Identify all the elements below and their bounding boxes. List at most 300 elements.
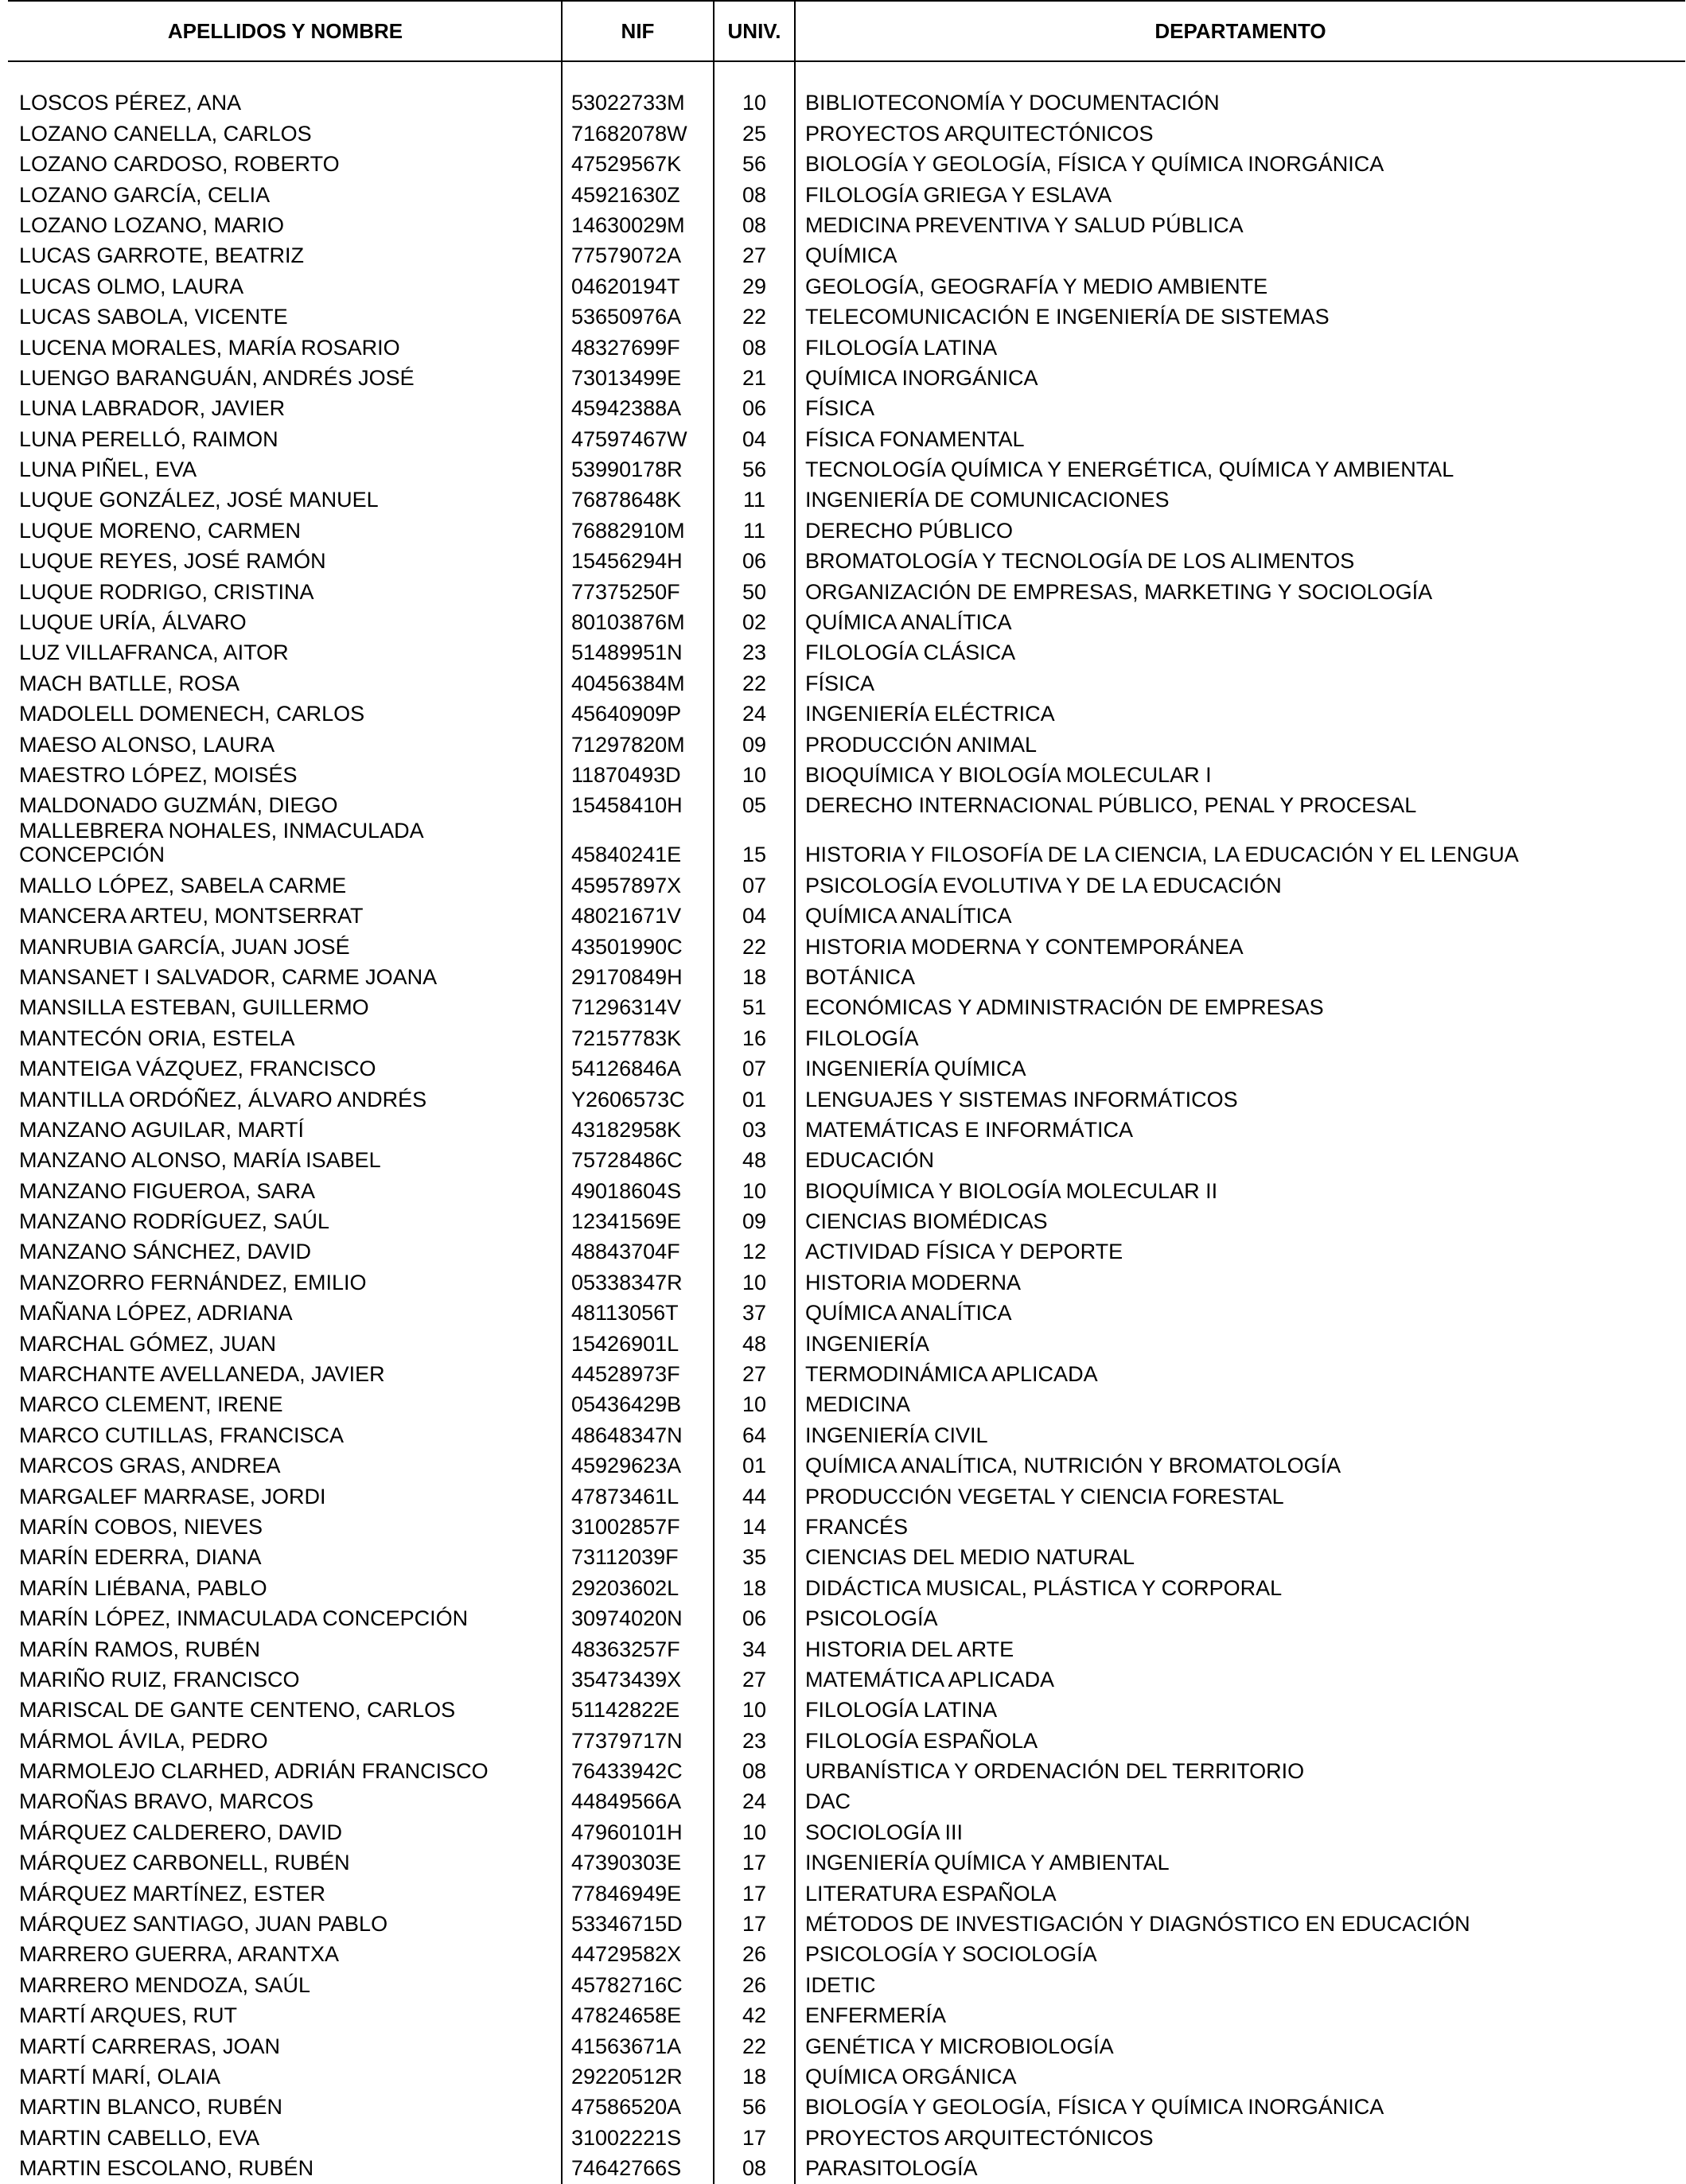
cell-department: BIOLOGÍA Y GEOLOGÍA, FÍSICA Y QUÍMICA INORGÁNICA (805, 2095, 1384, 2120)
cell-univ: 09 (742, 1209, 767, 1234)
cell-univ: 12 (742, 1240, 767, 1264)
cell-nif: 53346715D (571, 1912, 683, 1937)
cell-name: LUENGO BARANGUÁN, ANDRÉS JOSÉ (19, 365, 415, 390)
cell-nif: 80103876M (571, 610, 685, 635)
cell-name: MARCO CLEMENT, IRENE (19, 1392, 283, 1417)
column-header-univ: UNIV. (727, 19, 781, 43)
cell-name: MARÍN EDERRA, DIANA (19, 1545, 262, 1570)
cell-nif: 53650976A (571, 305, 682, 329)
cell-name: MARÍN LIÉBANA, PABLO (19, 1575, 267, 1600)
cell-name: MARIÑO RUIZ, FRANCISCO (19, 1667, 300, 1692)
table-row (0, 1600, 1686, 1630)
cell-department: QUÍMICA INORGÁNICA (805, 365, 1038, 390)
cell-nif: 73013499E (571, 365, 682, 390)
cell-department: PRODUCCIÓN ANIMAL (805, 732, 1038, 757)
cell-department: SOCIOLOGÍA III (805, 1820, 964, 1844)
cell-nif: 35473439X (571, 1667, 682, 1692)
table-row (0, 1233, 1686, 1263)
cell-name: LUQUE RODRIGO, CRISTINA (19, 579, 314, 604)
cell-univ: 64 (742, 1423, 767, 1447)
table-body (0, 84, 1686, 2180)
cell-name: MAESO ALONSO, LAURA (19, 732, 275, 757)
table-row (0, 237, 1686, 267)
cell-nif: 76878648K (571, 488, 682, 512)
table-row (0, 420, 1686, 450)
cell-name: MANTEIGA VÁZQUEZ, FRANCISCO (19, 1057, 376, 1081)
cell-name: MANZANO AGUILAR, MARTÍ (19, 1117, 305, 1142)
cell-department: BIOLOGÍA Y GEOLOGÍA, FÍSICA Y QUÍMICA INORGÁNICA (805, 152, 1384, 177)
cell-nif: 47390303E (571, 1851, 682, 1875)
cell-univ: 14 (742, 1514, 767, 1539)
cell-nif: Y2606573C (571, 1087, 685, 1111)
cell-department: PSICOLOGÍA EVOLUTIVA Y DE LA EDUCACIÓN (805, 873, 1282, 897)
table-row (0, 1172, 1686, 1202)
table-row (0, 451, 1686, 481)
cell-department: QUÍMICA ANALÍTICA (805, 1301, 1012, 1326)
cell-nif: 29170849H (571, 964, 683, 989)
cell-department: INGENIERÍA ELÉCTRICA (805, 702, 1055, 726)
cell-univ: 01 (742, 1454, 767, 1478)
cell-department: DIDÁCTICA MUSICAL, PLÁSTICA Y CORPORAL (805, 1575, 1283, 1600)
cell-name: MARCHAL GÓMEZ, JUAN (19, 1331, 277, 1356)
cell-name: MANSILLA ESTEBAN, GUILLERMO (19, 995, 369, 1020)
cell-nif: 45782716C (571, 1972, 683, 1997)
table-row (0, 1325, 1686, 1355)
table-row (0, 543, 1686, 573)
cell-name: MARMOLEJO CLARHED, ADRIÁN FRANCISCO (19, 1759, 489, 1784)
cell-nif: 48648347N (571, 1423, 683, 1447)
cell-name: MARCHANTE AVELLANEDA, JAVIER (19, 1362, 385, 1387)
cell-department: BROMATOLOGÍA Y TECNOLOGÍA DE LOS ALIMENTOS (805, 549, 1355, 574)
cell-department: FILOLOGÍA GRIEGA Y ESLAVA (805, 182, 1112, 207)
table-row (0, 2119, 1686, 2149)
cell-department: INGENIERÍA DE COMUNICACIONES (805, 488, 1170, 512)
cell-name: LUQUE URÍA, ÁLVARO (19, 610, 247, 635)
cell-name: MANZORRO FERNÁNDEZ, EMILIO (19, 1270, 367, 1294)
cell-nif: 47597467W (571, 426, 687, 451)
cell-name: MÁRQUEZ CALDERERO, DAVID (19, 1820, 343, 1844)
cell-department: CIENCIAS DEL MEDIO NATURAL (805, 1545, 1135, 1570)
cell-department: PSICOLOGÍA Y SOCIOLOGÍA (805, 1942, 1097, 1967)
cell-name: MALDONADO GUZMÁN, DIEGO (19, 793, 338, 818)
table-row (0, 989, 1686, 1019)
table-row (0, 1509, 1686, 1539)
table-row (0, 1080, 1686, 1111)
table-row (0, 817, 1686, 866)
table-row (0, 726, 1686, 756)
cell-department: QUÍMICA (805, 243, 898, 268)
cell-department: URBANÍSTICA Y ORDENACIÓN DEL TERRITORIO (805, 1759, 1305, 1784)
cell-univ: 22 (742, 305, 767, 329)
cell-name: MARTÍ MARÍ, OLAIA (19, 2065, 221, 2089)
table-row (0, 1906, 1686, 1936)
cell-univ: 21 (742, 365, 767, 390)
table-row (0, 897, 1686, 928)
cell-nif: 44729582X (571, 1942, 682, 1967)
cell-department: HISTORIA MODERNA (805, 1270, 1022, 1294)
column-header-department: DEPARTAMENTO (1155, 19, 1326, 43)
cell-name: MARCO CUTILLAS, FRANCISCA (19, 1423, 345, 1447)
cell-nif: 75728486C (571, 1148, 683, 1173)
cell-nif: 44849566A (571, 1789, 682, 1814)
table-row (0, 634, 1686, 664)
cell-department: IDETIC (805, 1972, 876, 1997)
cell-univ: 51 (742, 995, 767, 1020)
cell-department: ACTIVIDAD FÍSICA Y DEPORTE (805, 1240, 1123, 1264)
cell-univ: 24 (742, 1789, 767, 1814)
cell-nif: 45840241E (571, 843, 682, 867)
cell-department: FILOLOGÍA CLÁSICA (805, 640, 1016, 665)
cell-univ: 10 (742, 1698, 767, 1723)
cell-nif: 45929623A (571, 1454, 682, 1478)
cell-univ: 07 (742, 1057, 767, 1081)
cell-name: LUQUE REYES, JOSÉ RAMÓN (19, 549, 326, 574)
table-row (0, 146, 1686, 176)
cell-univ: 11 (742, 488, 766, 512)
cell-nif: 15456294H (571, 549, 683, 574)
cell-univ: 07 (742, 873, 767, 897)
cell-univ: 48 (742, 1331, 767, 1356)
table-row (0, 84, 1686, 115)
cell-department: TELECOMUNICACIÓN E INGENIERÍA DE SISTEMAS (805, 305, 1330, 329)
cell-univ: 06 (742, 396, 767, 421)
cell-department: BIOQUÍMICA Y BIOLOGÍA MOLECULAR I (805, 762, 1212, 787)
cell-department: HISTORIA MODERNA Y CONTEMPORÁNEA (805, 934, 1244, 959)
table-row (0, 1263, 1686, 1294)
table-row (0, 1722, 1686, 1752)
cell-univ: 56 (742, 457, 767, 482)
table-row (0, 604, 1686, 634)
table-row (0, 866, 1686, 897)
cell-nif: 53990178R (571, 457, 683, 482)
cell-nif: 04620194T (571, 274, 680, 298)
cell-univ: 02 (742, 610, 767, 635)
cell-univ: 42 (742, 2003, 767, 2028)
table-row (0, 360, 1686, 390)
table-row (0, 2150, 1686, 2180)
cell-name: MANZANO FIGUEROA, SARA (19, 1178, 316, 1203)
cell-name: LUZ VILLAFRANCA, AITOR (19, 640, 289, 665)
cell-department: TECNOLOGÍA QUÍMICA Y ENERGÉTICA, QUÍMICA Y AMBIENTAL (805, 457, 1454, 482)
cell-univ: 27 (742, 1362, 767, 1387)
cell-department: FÍSICA (805, 671, 875, 695)
cell-department: QUÍMICA ANALÍTICA (805, 610, 1012, 635)
cell-univ: 10 (742, 1178, 767, 1203)
cell-univ: 01 (742, 1087, 767, 1111)
cell-univ: 06 (742, 549, 767, 574)
cell-name: MANZANO SÁNCHEZ, DAVID (19, 1240, 312, 1264)
cell-univ: 04 (742, 426, 767, 451)
cell-name: MALLO LÓPEZ, SABELA CARME (19, 873, 347, 897)
cell-department: MÉTODOS DE INVESTIGACIÓN Y DIAGNÓSTICO EN EDUCACIÓN (805, 1912, 1470, 1937)
cell-univ: 08 (742, 335, 767, 360)
cell-univ: 10 (742, 1392, 767, 1417)
cell-name: LOZANO LOZANO, MARIO (19, 212, 285, 237)
table-row (0, 1050, 1686, 1080)
cell-univ: 34 (742, 1637, 767, 1661)
cell-univ: 22 (742, 671, 767, 695)
cell-department: BIOQUÍMICA Y BIOLOGÍA MOLECULAR II (805, 1178, 1218, 1203)
cell-nif: 51142822E (571, 1698, 680, 1723)
cell-name: MALLEBRERA NOHALES, INMACULADA CONCEPCIÓN (19, 819, 423, 867)
cell-univ: 22 (742, 934, 767, 959)
cell-department: LITERATURA ESPAÑOLA (805, 1881, 1057, 1906)
cell-nif: 48363257F (571, 1637, 680, 1661)
cell-department: TERMODINÁMICA APLICADA (805, 1362, 1098, 1387)
cell-name: MARGALEF MARRASE, JORDI (19, 1484, 326, 1509)
cell-department: CIENCIAS BIOMÉDICAS (805, 1209, 1048, 1234)
cell-department: MATEMÁTICA APLICADA (805, 1667, 1055, 1692)
cell-department: INGENIERÍA CIVIL (805, 1423, 988, 1447)
cell-name: MARÍN RAMOS, RUBÉN (19, 1637, 261, 1661)
table-row (0, 207, 1686, 237)
cell-univ: 27 (742, 243, 767, 268)
cell-univ: 44 (742, 1484, 767, 1509)
cell-name: MANZANO RODRÍGUEZ, SAÚL (19, 1209, 330, 1234)
cell-department: PRODUCCIÓN VEGETAL Y CIENCIA FORESTAL (805, 1484, 1284, 1509)
cell-univ: 08 (742, 182, 767, 207)
cell-nif: 51489951N (571, 640, 683, 665)
table-row (0, 1753, 1686, 1783)
cell-department: ECONÓMICAS Y ADMINISTRACIÓN DE EMPRESAS (805, 995, 1324, 1020)
cell-nif: 43182958K (571, 1117, 682, 1142)
cell-department: LENGUAJES Y SISTEMAS INFORMÁTICOS (805, 1087, 1238, 1111)
cell-univ: 23 (742, 1728, 767, 1753)
cell-department: DERECHO INTERNACIONAL PÚBLICO, PENAL Y PROCESAL (805, 793, 1417, 818)
cell-name: LUNA LABRADOR, JAVIER (19, 396, 286, 421)
cell-department: INGENIERÍA QUÍMICA (805, 1057, 1026, 1081)
cell-univ: 08 (742, 212, 767, 237)
cell-department: QUÍMICA ANALÍTICA (805, 904, 1012, 928)
table-row (0, 390, 1686, 420)
table-row (0, 695, 1686, 726)
cell-department: FRANCÉS (805, 1514, 909, 1539)
cell-nif: 12341569E (571, 1209, 682, 1234)
table-row (0, 1966, 1686, 1996)
cell-nif: 11870493D (571, 762, 681, 787)
cell-name: MARTIN CABELLO, EVA (19, 2125, 260, 2150)
cell-department: GEOLOGÍA, GEOGRAFÍA Y MEDIO AMBIENTE (805, 274, 1268, 298)
cell-name: MÁRQUEZ MARTÍNEZ, ESTER (19, 1881, 326, 1906)
cell-name: MARTIN BLANCO, RUBÉN (19, 2095, 283, 2120)
cell-department: FÍSICA FONAMENTAL (805, 426, 1025, 451)
cell-univ: 56 (742, 2095, 767, 2120)
table-row (0, 664, 1686, 695)
table-row (0, 1783, 1686, 1813)
table-row (0, 2027, 1686, 2057)
cell-department: QUÍMICA ORGÁNICA (805, 2065, 1017, 2089)
table-row (0, 959, 1686, 989)
cell-department: QUÍMICA ANALÍTICA, NUTRICIÓN Y BROMATOLOGÍA (805, 1454, 1341, 1478)
table-row (0, 1539, 1686, 1569)
cell-name: MARTÍ ARQUES, RUT (19, 2003, 238, 2028)
cell-department: PSICOLOGÍA (805, 1606, 938, 1631)
cell-nif: 71682078W (571, 121, 687, 146)
table-row (0, 298, 1686, 329)
cell-nif: 43501990C (571, 934, 683, 959)
cell-name: MÁRQUEZ CARBONELL, RUBÉN (19, 1851, 350, 1875)
cell-univ: 17 (742, 1881, 767, 1906)
cell-univ: 10 (742, 1820, 767, 1844)
cell-name: LUCAS SABOLA, VICENTE (19, 305, 288, 329)
table-row (0, 176, 1686, 206)
cell-univ: 29 (742, 274, 767, 298)
cell-department: DAC (805, 1789, 851, 1814)
cell-name: MARTÍ CARRERAS, JOAN (19, 2034, 281, 2058)
cell-univ: 08 (742, 1759, 767, 1784)
cell-department: FILOLOGÍA LATINA (805, 335, 998, 360)
cell-name: MANZANO ALONSO, MARÍA ISABEL (19, 1148, 381, 1173)
cell-name: LUNA PERELLÓ, RAIMON (19, 426, 278, 451)
cell-nif: 77846949E (571, 1881, 682, 1906)
cell-name: MÁRQUEZ SANTIAGO, JUAN PABLO (19, 1912, 388, 1937)
cell-nif: 31002221S (571, 2125, 682, 2150)
cell-nif: 47960101H (571, 1820, 683, 1844)
table-row (0, 267, 1686, 298)
cell-nif: 48113056T (571, 1301, 679, 1326)
cell-name: LUCENA MORALES, MARÍA ROSARIO (19, 335, 400, 360)
cell-nif: 47873461L (571, 1484, 679, 1509)
cell-univ: 35 (742, 1545, 767, 1570)
column-header-nif: NIF (621, 19, 655, 43)
cell-nif: 76882910M (571, 518, 685, 543)
cell-name: MARCOS GRAS, ANDREA (19, 1454, 281, 1478)
cell-univ: 48 (742, 1148, 767, 1173)
table-row (0, 1844, 1686, 1875)
cell-name: MARÍN LÓPEZ, INMACULADA CONCEPCIÓN (19, 1606, 469, 1631)
cell-nif: 77375250F (571, 579, 680, 604)
table-row (0, 1661, 1686, 1692)
cell-nif: 48843704F (571, 1240, 680, 1264)
cell-univ: 16 (742, 1026, 767, 1050)
cell-nif: 45921630Z (571, 182, 680, 207)
cell-nif: 71297820M (571, 732, 685, 757)
cell-univ: 26 (742, 1942, 767, 1967)
table-row (0, 1294, 1686, 1325)
table-row (0, 1477, 1686, 1508)
cell-department: INGENIERÍA QUÍMICA Y AMBIENTAL (805, 1851, 1170, 1875)
cell-department: ORGANIZACIÓN DE EMPRESAS, MARKETING Y SOCIOLOGÍA (805, 579, 1433, 604)
cell-univ: 15 (742, 843, 767, 867)
cell-name: MARÍN COBOS, NIEVES (19, 1514, 263, 1539)
cell-name: MAROÑAS BRAVO, MARCOS (19, 1789, 314, 1814)
cell-name: MÁRMOL ÁVILA, PEDRO (19, 1728, 268, 1753)
cell-name: LUCAS OLMO, LAURA (19, 274, 244, 298)
cell-name: LOSCOS PÉREZ, ANA (19, 91, 242, 115)
cell-nif: 47586520A (571, 2095, 682, 2120)
table-row (0, 573, 1686, 603)
cell-name: MADOLELL DOMENECH, CARLOS (19, 702, 365, 726)
table-row (0, 1203, 1686, 1233)
cell-name: LUQUE MORENO, CARMEN (19, 518, 302, 543)
table-row (0, 1875, 1686, 1905)
table-row (0, 2089, 1686, 2119)
cell-name: MARRERO MENDOZA, SAÚL (19, 1972, 311, 1997)
cell-nif: 48327699F (571, 335, 680, 360)
table-row (0, 481, 1686, 512)
cell-univ: 27 (742, 1667, 767, 1692)
cell-nif: 14630029M (571, 212, 685, 237)
cell-nif: 77379717N (571, 1728, 683, 1753)
cell-nif: 48021671V (571, 904, 682, 928)
cell-department: BIBLIOTECONOMÍA Y DOCUMENTACIÓN (805, 91, 1220, 115)
cell-name: MANTECÓN ORIA, ESTELA (19, 1026, 295, 1050)
table-row (0, 1019, 1686, 1049)
table-row (0, 1447, 1686, 1477)
cell-nif: 29220512R (571, 2065, 683, 2089)
cell-department: BOTÁNICA (805, 964, 916, 989)
cell-department: PROYECTOS ARQUITECTÓNICOS (805, 2125, 1154, 2150)
cell-name: MAÑANA LÓPEZ, ADRIANA (19, 1301, 293, 1326)
cell-univ: 11 (742, 518, 766, 543)
cell-name: LOZANO CANELLA, CARLOS (19, 121, 312, 146)
table-row (0, 1386, 1686, 1416)
cell-department: MATEMÁTICAS E INFORMÁTICA (805, 1117, 1134, 1142)
table-row (0, 1630, 1686, 1660)
cell-department: FILOLOGÍA LATINA (805, 1698, 998, 1723)
cell-univ: 50 (742, 579, 767, 604)
cell-nif: 77579072A (571, 243, 682, 268)
cell-nif: 76433942C (571, 1759, 683, 1784)
cell-univ: 08 (742, 2156, 767, 2181)
cell-univ: 04 (742, 904, 767, 928)
cell-department: DERECHO PÚBLICO (805, 518, 1014, 543)
cell-univ: 10 (742, 762, 767, 787)
cell-department: FILOLOGÍA (805, 1026, 919, 1050)
cell-name: MANTILLA ORDÓÑEZ, ÁLVARO ANDRÉS (19, 1087, 427, 1111)
cell-univ: 24 (742, 702, 767, 726)
table-row (0, 1111, 1686, 1142)
cell-nif: 45957897X (571, 873, 682, 897)
cell-univ: 26 (742, 1972, 767, 1997)
cell-nif: 49018604S (571, 1178, 682, 1203)
cell-department: HISTORIA Y FILOSOFÍA DE LA CIENCIA, LA EDUCACIÓN Y EL LENGUA (805, 843, 1519, 867)
cell-univ: 10 (742, 91, 767, 115)
cell-univ: 10 (742, 1270, 767, 1294)
cell-nif: 05338347R (571, 1270, 683, 1294)
cell-univ: 09 (742, 732, 767, 757)
cell-department: INGENIERÍA (805, 1331, 930, 1356)
cell-nif: 41563671A (571, 2034, 682, 2058)
header-bottom-border (8, 60, 1685, 62)
cell-department: EDUCACIÓN (805, 1148, 935, 1173)
cell-univ: 22 (742, 2034, 767, 2058)
cell-name: LUNA PIÑEL, EVA (19, 457, 197, 482)
cell-nif: 05436429B (571, 1392, 682, 1417)
cell-nif: 71296314V (571, 995, 682, 1020)
cell-name: MANSANET I SALVADOR, CARME JOANA (19, 964, 438, 989)
cell-name: MANRUBIA GARCÍA, JUAN JOSÉ (19, 934, 350, 959)
table-row (0, 2058, 1686, 2089)
cell-department: FILOLOGÍA ESPAÑOLA (805, 1728, 1038, 1753)
cell-name: MANCERA ARTEU, MONTSERRAT (19, 904, 364, 928)
table-row (0, 928, 1686, 958)
cell-nif: 40456384M (571, 671, 685, 695)
cell-univ: 06 (742, 1606, 767, 1631)
cell-name: MARISCAL DE GANTE CENTENO, CARLOS (19, 1698, 456, 1723)
cell-department: ENFERMERÍA (805, 2003, 947, 2028)
cell-univ: 17 (742, 1912, 767, 1937)
cell-univ: 17 (742, 2125, 767, 2150)
table-row (0, 1997, 1686, 2027)
table-row (0, 1813, 1686, 1843)
column-header-name: APELLIDOS Y NOMBRE (167, 19, 403, 43)
cell-nif: 15426901L (571, 1331, 679, 1356)
cell-univ: 18 (742, 2065, 767, 2089)
cell-nif: 54126846A (571, 1057, 682, 1081)
cell-univ: 17 (742, 1851, 767, 1875)
table-top-border (8, 0, 1685, 2)
